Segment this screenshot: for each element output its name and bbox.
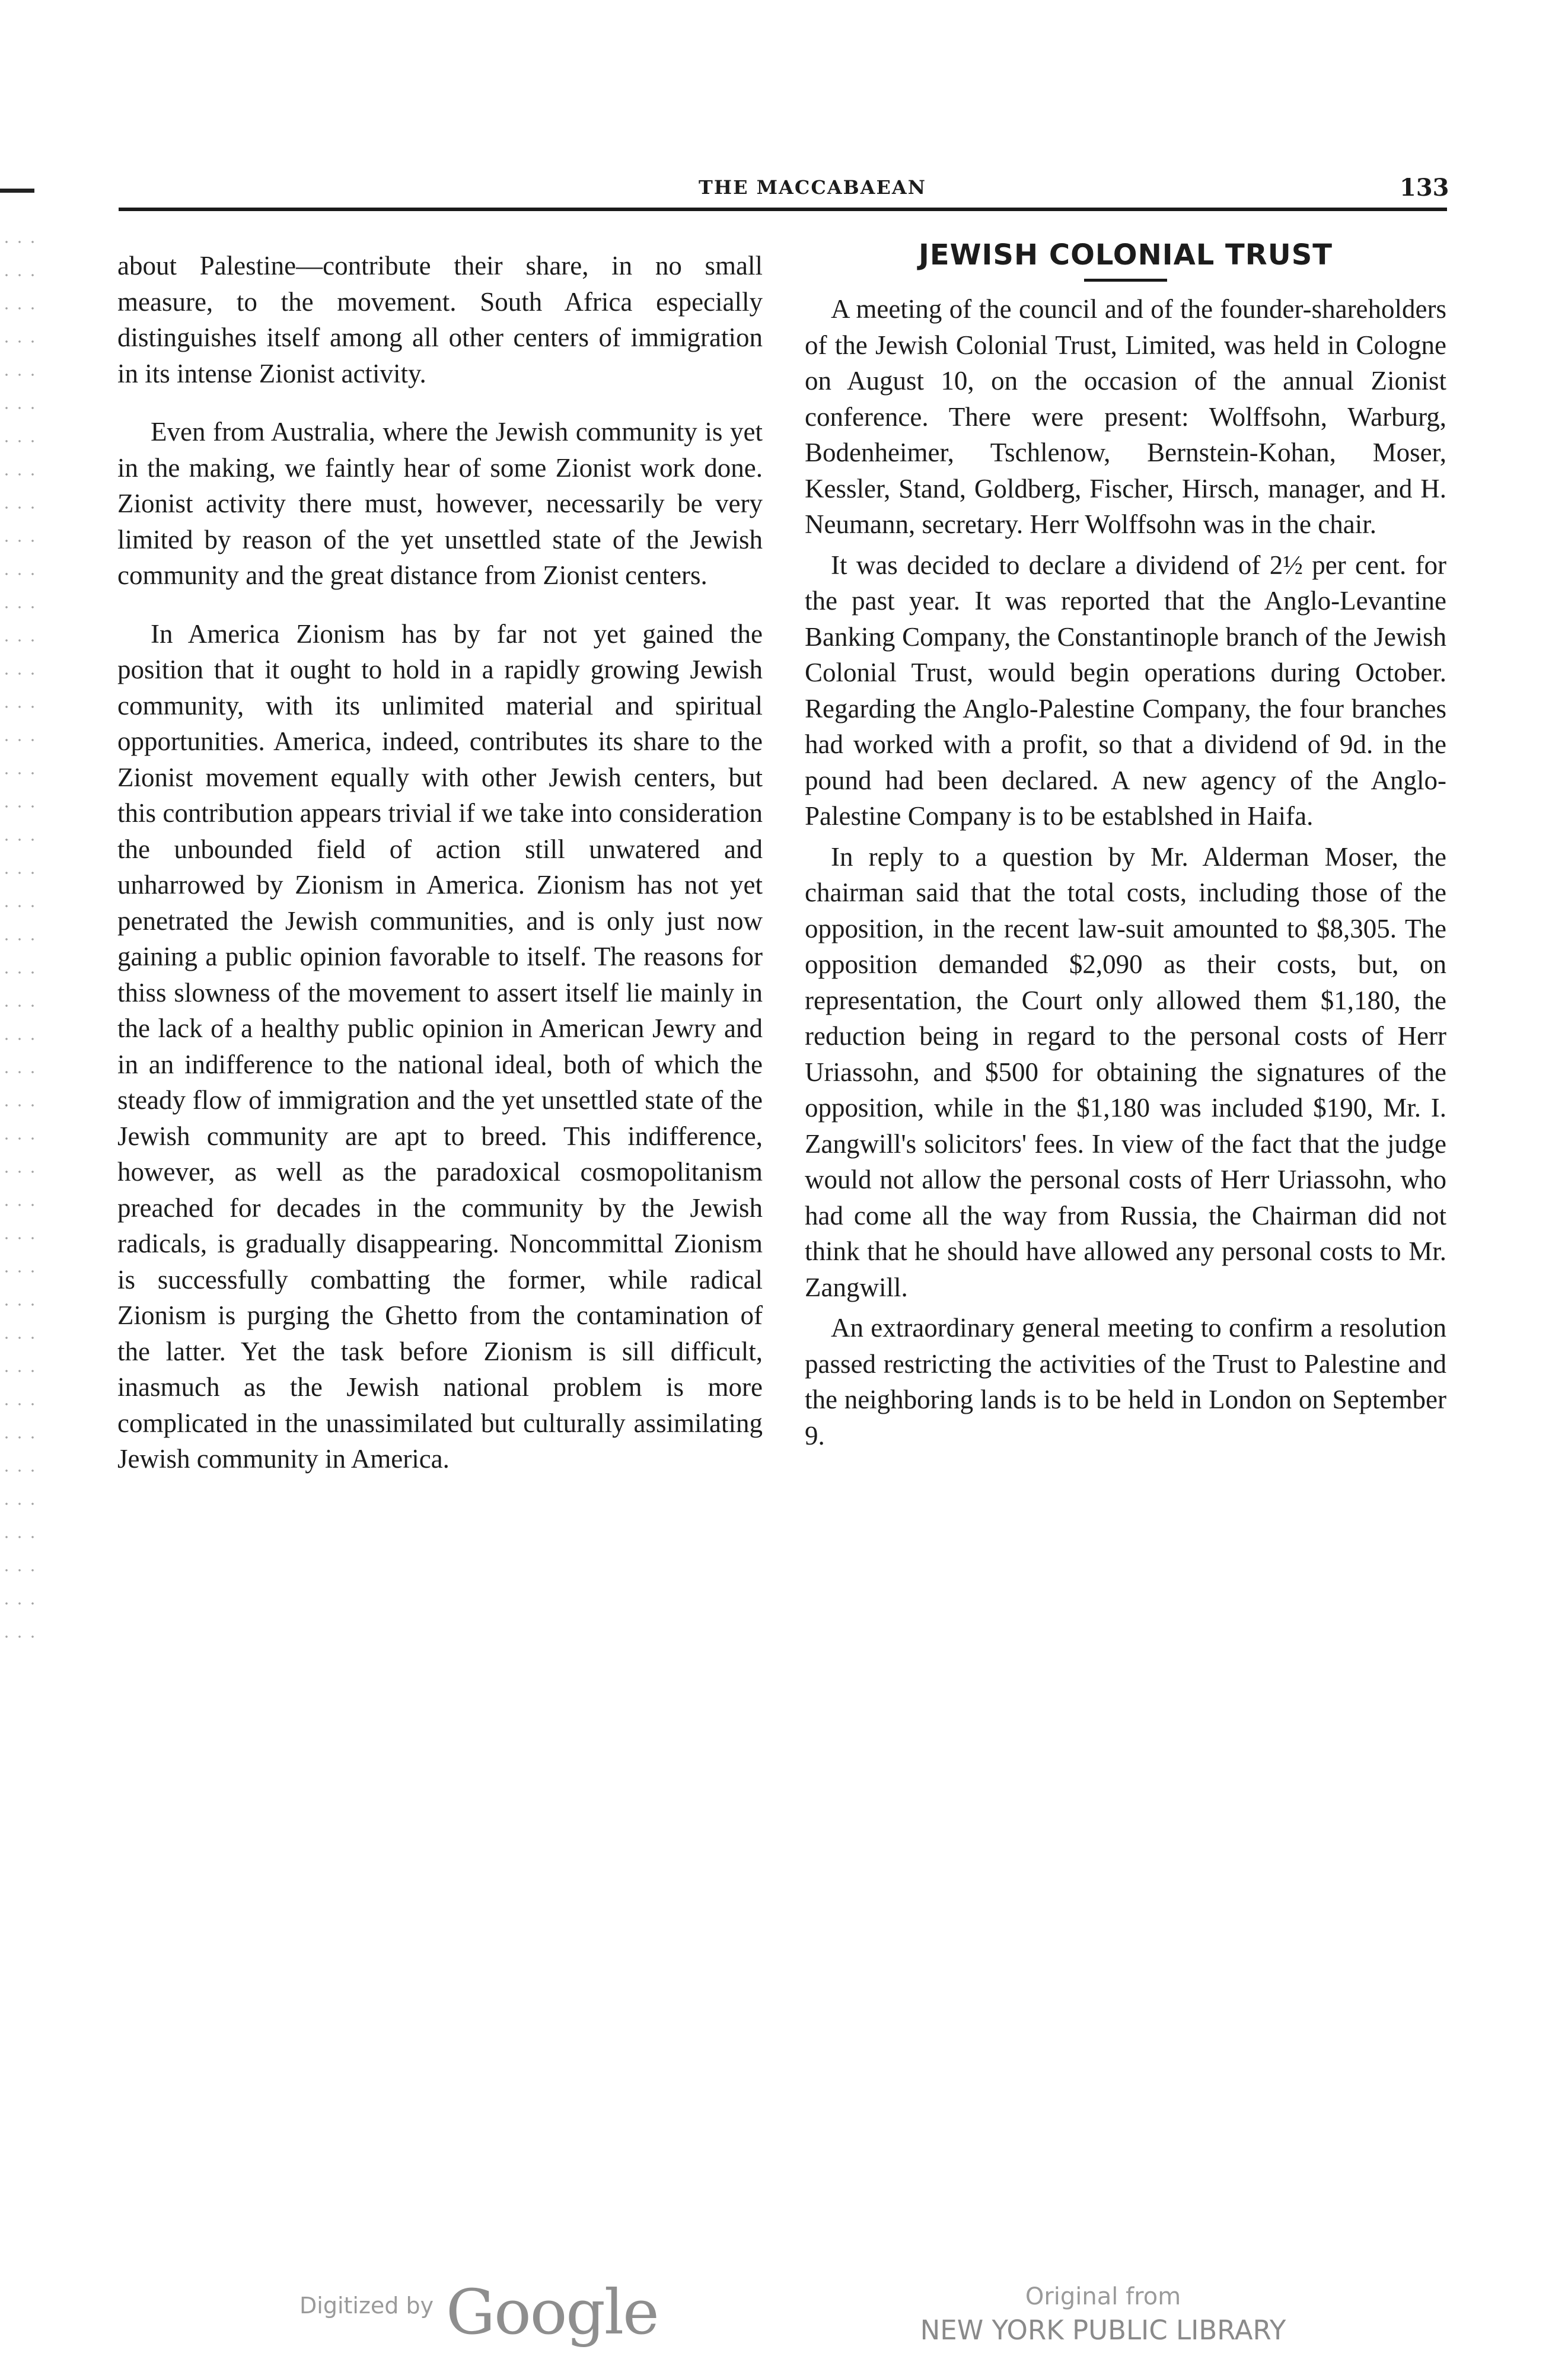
running-title: THE MACCABAEAN xyxy=(699,176,926,199)
header-rule xyxy=(119,208,1447,211)
digitized-by-label: Digitized by xyxy=(299,2293,434,2319)
left-paragraph-1: about Palestine—contribute their share, in no small measure, to the movement. South Africa especially distinguishes itself among all other centers of immigration in its intense Zionist activity. xyxy=(117,251,763,388)
google-logo: Google xyxy=(446,2276,658,2348)
right-paragraph-3: In reply to a question by Mr. Alderman Moser, the chairman said that the total costs, including those of the opposition, in the recent law-suit amounted to $8,305. The opposition demanded $2,090 as their costs, but, on representation, the Court only allowed them $1,180, the reduction being in regard to the personal costs of Herr Uriassohn, and $500 for obtaining the signatures of the opposition, while in the $1,180 was included $190, Mr. I. Zangwill's solicitors' fees. In view of the fact that the judge would not allow the personal costs of Herr Uriassohn, who had come all the way from Russia, the Chairman did not think that he should have allowed any personal costs to Mr. Zangwill. xyxy=(805,841,1446,1302)
page-number: 133 xyxy=(1400,174,1449,202)
scan-edge-mark xyxy=(0,189,34,193)
original-from-label: Original from xyxy=(1025,2283,1181,2310)
right-column xyxy=(805,237,1446,1458)
right-paragraph-1: A meeting of the council and of the founder-shareholders of the Jewish Colonial Trust, Limited, was held in Cologne on August 10, on the occasion of the annual Zionist conference. There were present: Wolffsohn, Warburg, Bodenheimer, Tschlenow, Bernstein-Kohan, Moser, Kessler, Stand, Goldberg, Fischer, Hirsch, manager, and H. Neumann, secretary. Herr Wolffsohn was in the chair. xyxy=(805,294,1446,539)
library-name: NEW YORK PUBLIC LIBRARY xyxy=(920,2314,1286,2346)
left-column xyxy=(117,248,763,1500)
scan-gutter-artifacts xyxy=(0,225,36,1649)
left-paragraph-2: Even from Australia, where the Jewish community is yet in the making, we faintly hear of some Zionist work done. Zionist activity there must, however, necessarily be very limited by reason of the yet unsettled state of the Jewish community and the great distance from Zionist centers. xyxy=(117,417,763,590)
right-paragraph-2: It was decided to declare a dividend of 2½ per cent. for the past year. It was reported that the Anglo-Levantine Banking Company, the Constantinople branch of the Jewish Colonial Trust, would begin operations during October. Regarding the Anglo-Palestine Company, the four branches had worked with a profit, so that a dividend of 9d. in the pound had been declared. A new agency of the Anglo-Palestine Company is to be establshed in Haifa. xyxy=(805,550,1446,831)
title-rule xyxy=(1084,279,1167,282)
article-title: JEWISH COLONIAL TRUST xyxy=(918,238,1333,272)
left-paragraph-3: In America Zionism has by far not yet gained the position that it ought to hold in a rapidly growing Jewish community, with its unlimited material and spiritual opportunities. America, indeed, contributes its share to the Zionist movement equally with other Jewish centers, but this contribution appears trivial if we take into consideration the unbounded field of action still unwatered and unharrowed by Zionism in America. Zionism has not yet penetrated the Jewish communities, and is only just now gaining a public opinion favorable to itself. The reasons for thiss slowness of the movement to assert itself lie mainly in the lack of a healthy public opinion in American Jewry and in an indifference to the national ideal, both of which the steady flow of immigration and the yet unsettled state of the Jewish community are apt to breed. This indifference, however, as well as the paradoxical cosmopolitanism preached for decades in the community by the Jewish radicals, is gradually disappearing. Noncommittal Zionism is successfully combatting the former, while radical Zionism is purging the Ghetto from the contamination of the latter. Yet the task before Zionism is sill difficult, inasmuch as the Jewish national problem is more complicated in the unassimilated but culturally assimilating Jewish community in America. xyxy=(117,618,763,1474)
right-paragraph-4: An extraordinary general meeting to confirm a resolution passed restricting the activities of the Trust to Palestine and the neighboring lands is to be held in London on September 9. xyxy=(805,1313,1446,1450)
